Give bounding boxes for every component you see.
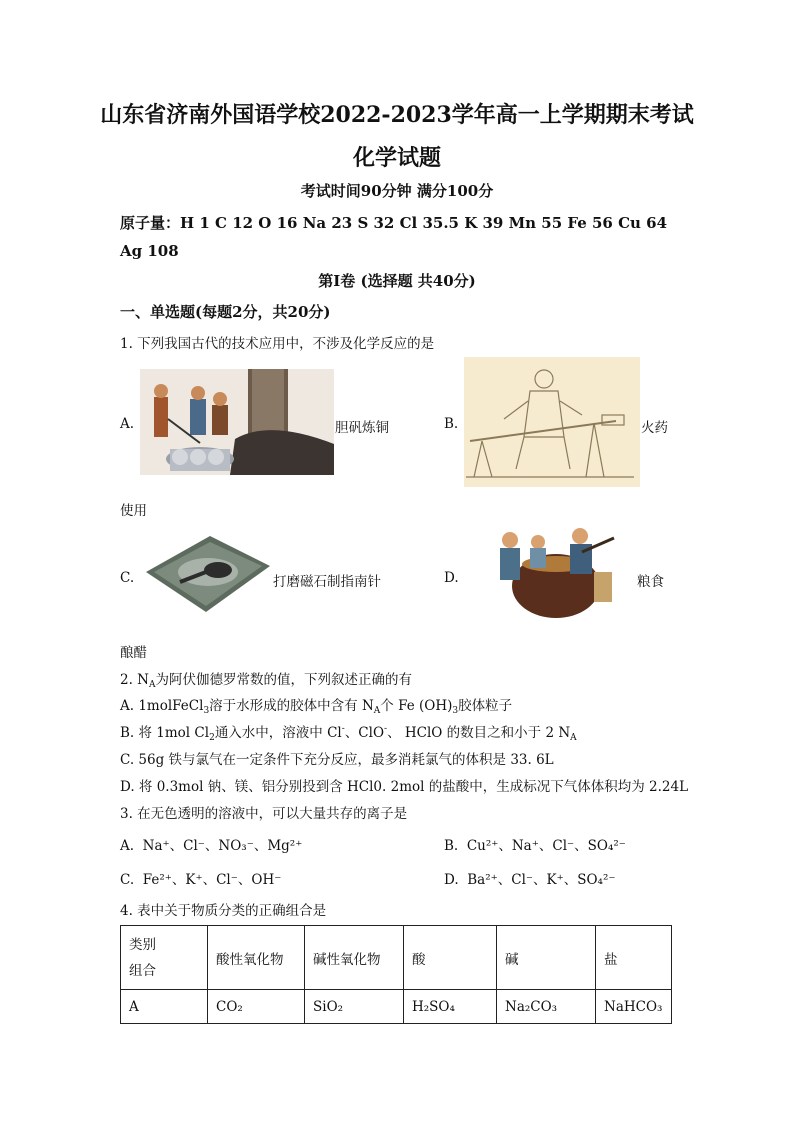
- gunpowder-warrior-image: [464, 357, 640, 487]
- q1-option-d-label: D.: [444, 570, 459, 586]
- atomic-mass-line-2: Ag 108: [120, 242, 179, 260]
- q2-option-d: D. 将 0.3mol 钠、镁、铝分别投到含 HCl0. 2mol 的盐酸中，生成标况下气体体积均为 2.24L: [120, 779, 689, 795]
- row-a-acidic-oxide: CO₂: [208, 990, 305, 1024]
- header-acidic-oxide: 酸性氧化物: [208, 926, 305, 990]
- q1-option-c-label: C.: [120, 570, 135, 586]
- row-a-salt: NaHCO₃: [596, 990, 672, 1024]
- q1-option-c-text: 打磨磁石制指南针: [273, 574, 381, 590]
- q2-option-a: A. 1molFeCl$_3$溶于水形成的胶体中含有 $N_A$个 Fe $(OH)_3$胶体粒子: [120, 698, 513, 716]
- header-category-cell: 类别 组合: [121, 926, 208, 990]
- q3-option-a: A. Na⁺、Cl⁻、NO₃⁻、Mg²⁺: [120, 838, 303, 854]
- header-salt: 盐: [596, 926, 672, 990]
- table-row: [121, 990, 672, 1024]
- header-basic-oxide: 碱性氧化物: [305, 926, 404, 990]
- compass-spoon-image: [140, 532, 272, 616]
- q1-option-a-text: 胆矾炼铜: [335, 420, 389, 436]
- q1-option-d-continued: 酿醋: [120, 645, 147, 661]
- section-heading: 第Ⅰ卷 (选择题 共40分): [318, 272, 476, 290]
- vinegar-brewing-image: [482, 522, 622, 622]
- q3-option-c: C. Fe²⁺、K⁺、Cl⁻、OH⁻: [120, 872, 282, 888]
- q3-option-b: B. Cu²⁺、Na⁺、Cl⁻、SO₄²⁻: [444, 838, 626, 854]
- exam-title: 山东省济南外国语学校2022-2023学年高一上学期期末考试: [100, 102, 694, 128]
- q1-stem: 1. 下列我国古代的技术应用中，不涉及化学反应的是: [120, 336, 435, 352]
- q3-stem: 3. 在无色透明的溶液中，可以大量共存的离子是: [120, 806, 408, 822]
- q2-stem: 2. $N_A$为阿伏伽德罗常数的值，下列叙述正确的有: [120, 672, 412, 690]
- q1-option-a-label: A.: [120, 416, 135, 432]
- part-heading: 一、单选题(每题2分，共20分): [120, 303, 331, 321]
- classification-table: [120, 925, 672, 1024]
- row-a-basic-oxide: SiO₂: [305, 990, 404, 1024]
- row-a-base: Na₂CO₃: [497, 990, 596, 1024]
- exam-time-info: 考试时间90分钟 满分100分: [300, 182, 494, 200]
- table-header-row: [121, 926, 672, 990]
- q2-option-b: B. 将 1mol $Cl_2$通入水中，溶液中 Cl-、ClO-、 HClO 的数目之和小于 2 $N_A$: [120, 724, 577, 743]
- exam-subtitle: 化学试题: [352, 145, 441, 171]
- q1-option-b-continued: 使用: [120, 503, 147, 519]
- q1-option-d-text: 粮食: [637, 574, 664, 590]
- row-a-acid: H₂SO₄: [404, 990, 497, 1024]
- copper-smelting-image: [140, 369, 334, 475]
- q3-option-d: D. Ba²⁺、Cl⁻、K⁺、SO₄²⁻: [444, 872, 616, 888]
- q2-option-c: C. 56g 铁与氯气在一定条件下充分反应，最多消耗氯气的体积是 33. 6L: [120, 752, 554, 768]
- header-base: 碱: [497, 926, 596, 990]
- q4-stem: 4. 表中关于物质分类的正确组合是: [120, 903, 327, 919]
- q1-option-b-text: 火药: [641, 420, 668, 436]
- atomic-mass-line-1: 原子量：H 1 C 12 O 16 Na 23 S 32 Cl 35.5 K 39 Mn 55 Fe 56 Cu 64: [120, 214, 668, 232]
- q1-option-b-label: B.: [444, 416, 459, 432]
- header-acid: 酸: [404, 926, 497, 990]
- row-a-label: A: [121, 990, 208, 1024]
